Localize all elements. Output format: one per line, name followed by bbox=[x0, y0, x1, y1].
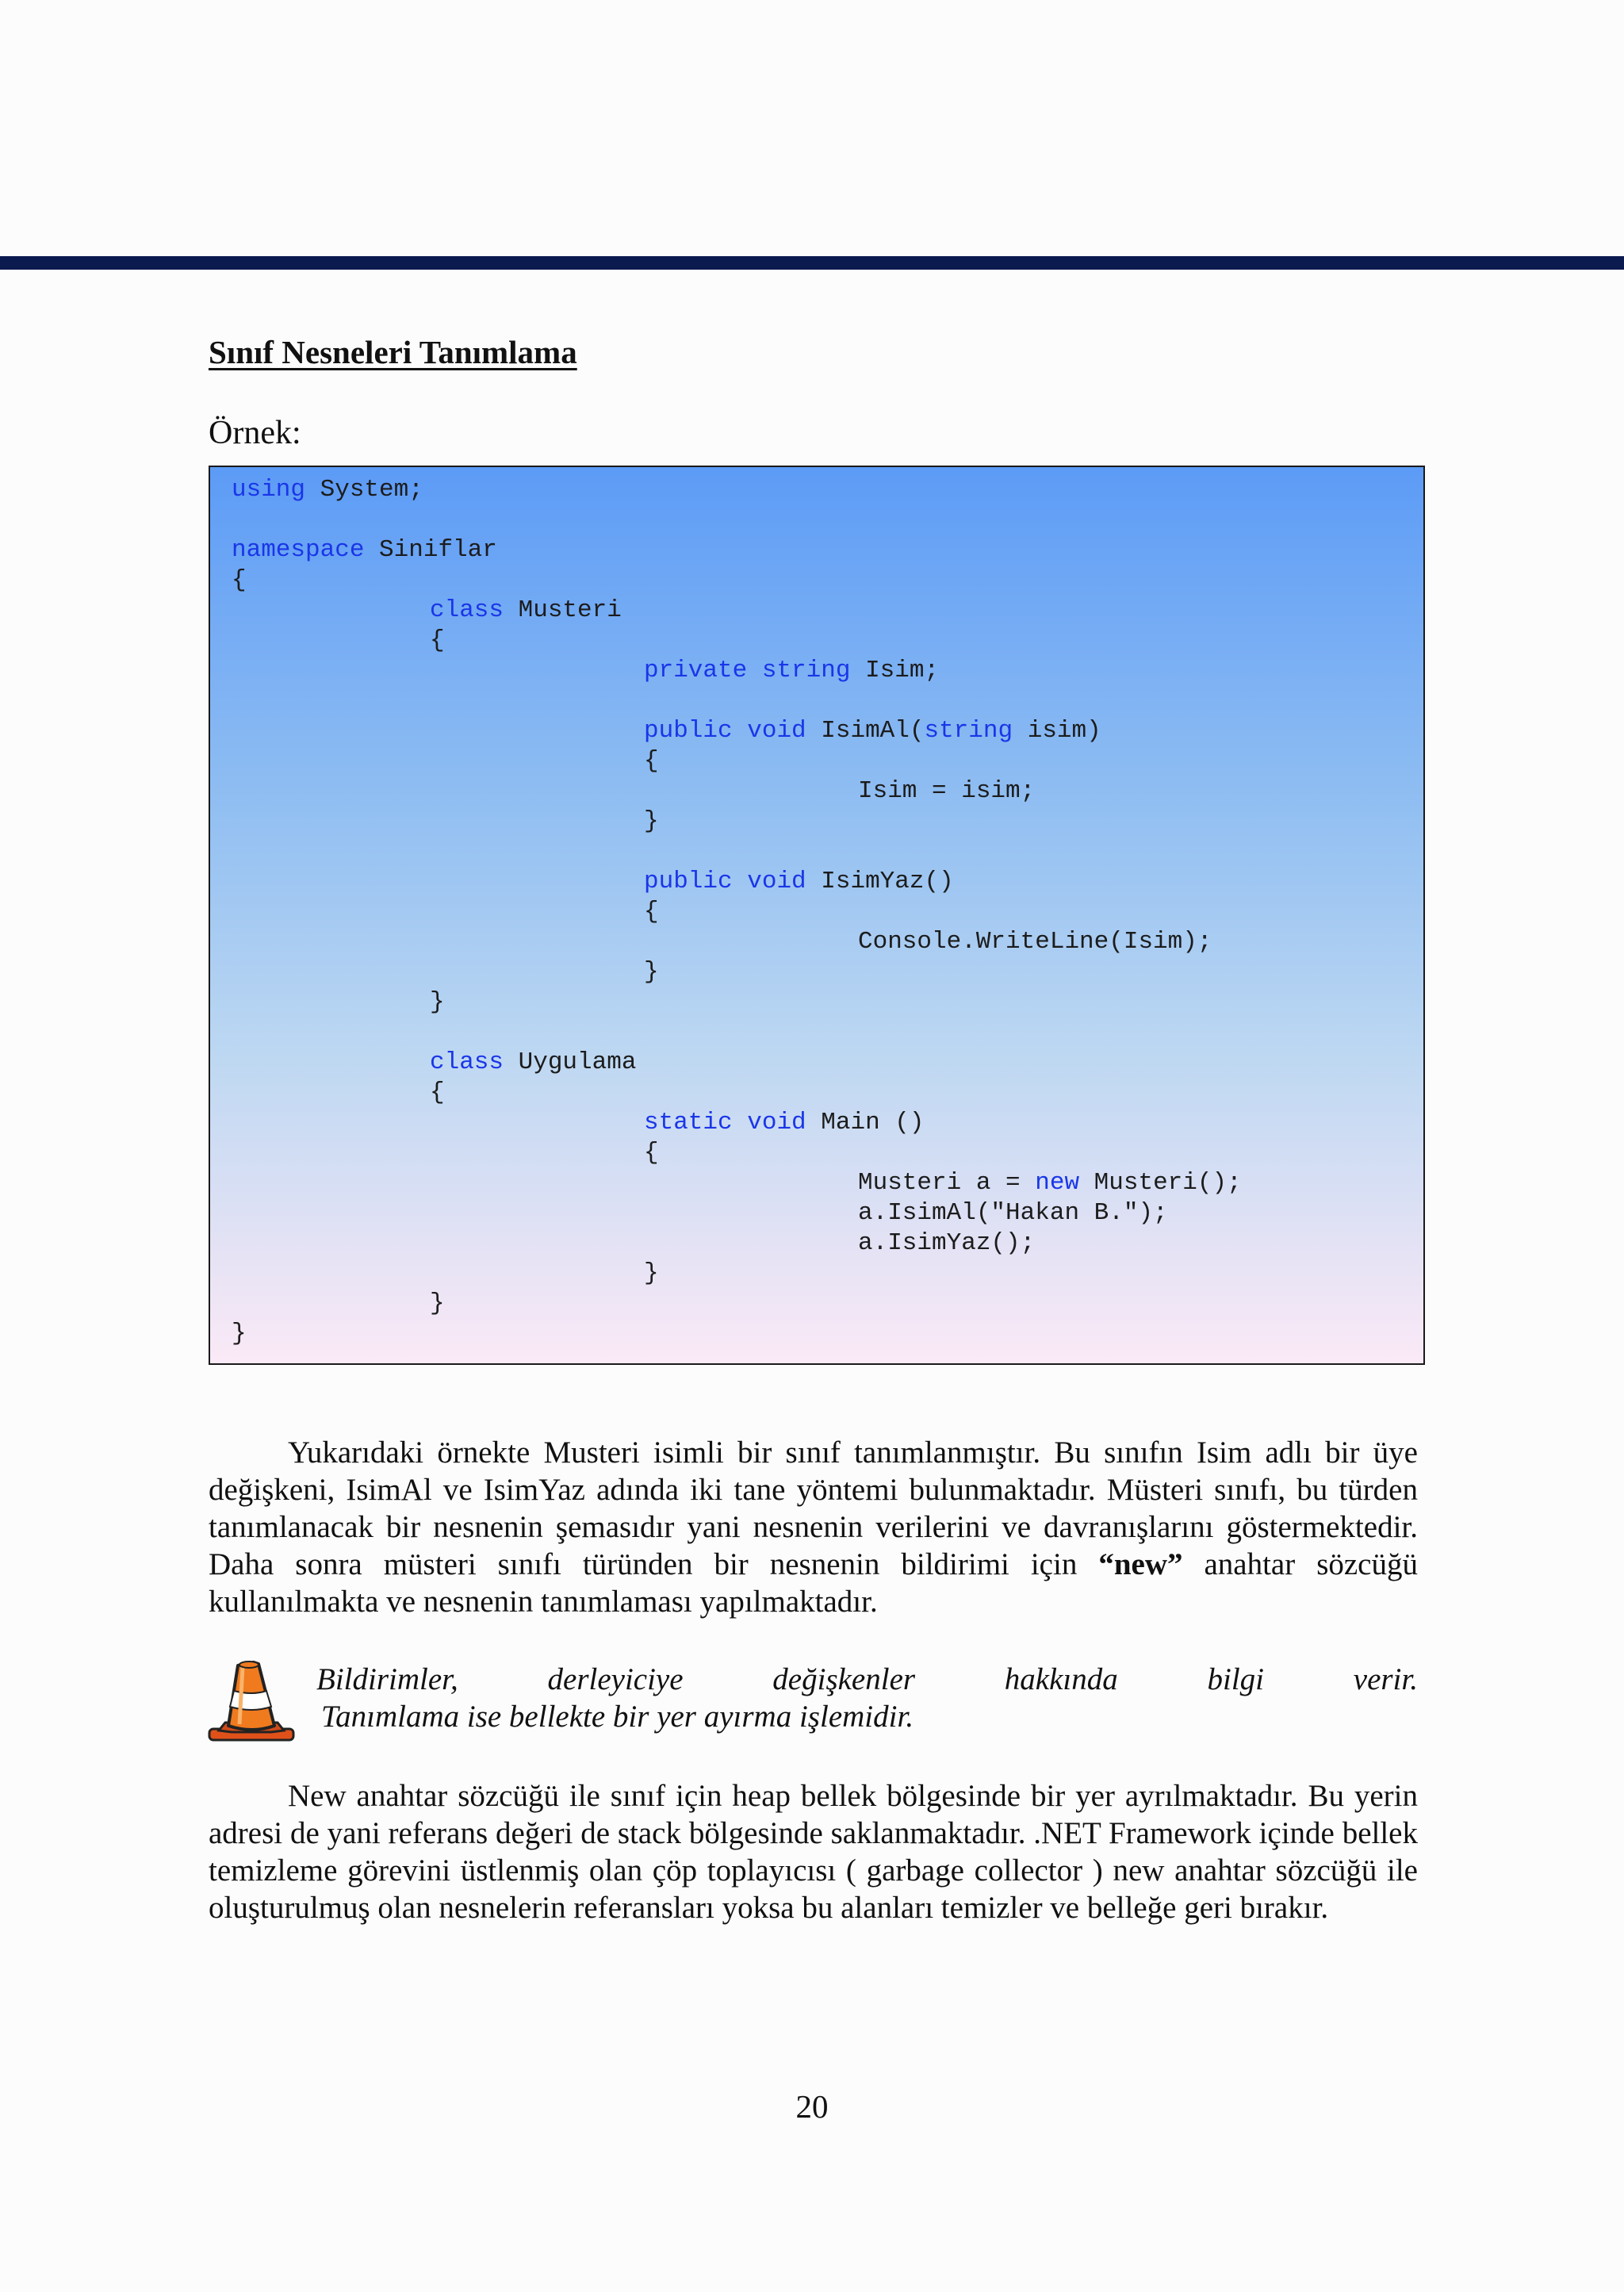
code-line-namespace-open: { bbox=[232, 566, 247, 594]
code-line-class-musteri: class Musteri bbox=[430, 596, 622, 624]
code-line-main-close: } bbox=[644, 1259, 659, 1287]
new-keyword-emphasis: “new” bbox=[1098, 1547, 1183, 1581]
code-line-main-open: { bbox=[644, 1139, 659, 1167]
code-line-main-signature: static void Main () bbox=[644, 1109, 925, 1136]
code-line-namespace-close: } bbox=[232, 1320, 247, 1347]
code-line-assign: Isim = isim; bbox=[858, 777, 1036, 805]
code-line-class-musteri-close: } bbox=[430, 988, 445, 1016]
code-line-isimal-open: { bbox=[644, 747, 659, 775]
code-line-isimyaz-close: } bbox=[644, 958, 659, 986]
code-line-new-musteri: Musteri a = new Musteri(); bbox=[858, 1169, 1242, 1197]
code-line-isimal-close: } bbox=[644, 807, 659, 835]
section-heading: Sınıf Nesneleri Tanımlama bbox=[209, 334, 577, 370]
note-callout bbox=[316, 1661, 1418, 1735]
code-line-class-uygulama-open: { bbox=[430, 1079, 445, 1106]
code-line-class-uygulama-close: } bbox=[430, 1290, 445, 1317]
code-line-isimal-signature: public void IsimAl(string isim) bbox=[644, 717, 1101, 745]
paragraph-memory-text: New anahtar sözcüğü ile sınıf için heap bellek bölgesinde bir yer ayrılmaktadır. Bu yerin adresi de yani referans değeri de stack bölgesinde saklanmaktadır. .NET Framework içinde bellek temizleme görevini üstlenmiş olan çöp toplayıcısı ( garbage collector ) new anahtar sözcüğü ile oluşturulmuş olan nesnelerin referansları yoksa bu alanları temizler ve belleğe geri bırakır. bbox=[209, 1779, 1418, 1925]
page-number: 20 bbox=[795, 2088, 829, 2125]
code-line-call-isimyaz: a.IsimYaz(); bbox=[858, 1229, 1036, 1257]
note-line-2: Tanımlama ise bellekte bir yer ayırma işlemidir. bbox=[321, 1700, 914, 1734]
code-line-isimyaz-open: { bbox=[644, 898, 659, 926]
traffic-cone-icon bbox=[208, 1661, 297, 1743]
code-line-call-isimal: a.IsimAl("Hakan B."); bbox=[858, 1199, 1168, 1227]
header-rule bbox=[0, 256, 1624, 270]
code-line-namespace: namespace Siniflar bbox=[232, 536, 497, 564]
code-line-class-uygulama: class Uygulama bbox=[430, 1048, 637, 1076]
code-line-isimyaz-signature: public void IsimYaz() bbox=[644, 868, 954, 895]
code-block bbox=[209, 466, 1425, 1365]
code-line-using: using System; bbox=[232, 476, 423, 504]
code-line-class-musteri-open: { bbox=[430, 627, 445, 654]
code-line-console: Console.WriteLine(Isim); bbox=[858, 928, 1212, 956]
paragraph-memory bbox=[209, 1777, 1418, 1926]
paragraph-explanation: Yukarıdaki örnekte Musteri isimli bir sınıf tanımlanmıştır. Bu sınıfın Isim adlı bir üye değişkeni, IsimAl ve IsimYaz adında iki tane yöntemi bulunmaktadır. Müsteri sınıfı, bu türden tanımlanacak bir nesnenin şemasıdır yani nesnenin verilerini ve davranışlarını göstermektedir. Daha sonra müsteri sınıfı türünden bir nesnenin bildirimi için “new” anahtar sözcüğü kullanılmakta ve nesnenin tanımlaması yapılmaktadır. bbox=[209, 1435, 1418, 1619]
example-label: Örnek: bbox=[209, 415, 301, 451]
code-line-field: private string Isim; bbox=[644, 657, 940, 684]
note-line-1: Bildirimler, derleyiciye değişkenler hakkında bilgi verir. bbox=[316, 1662, 1418, 1696]
